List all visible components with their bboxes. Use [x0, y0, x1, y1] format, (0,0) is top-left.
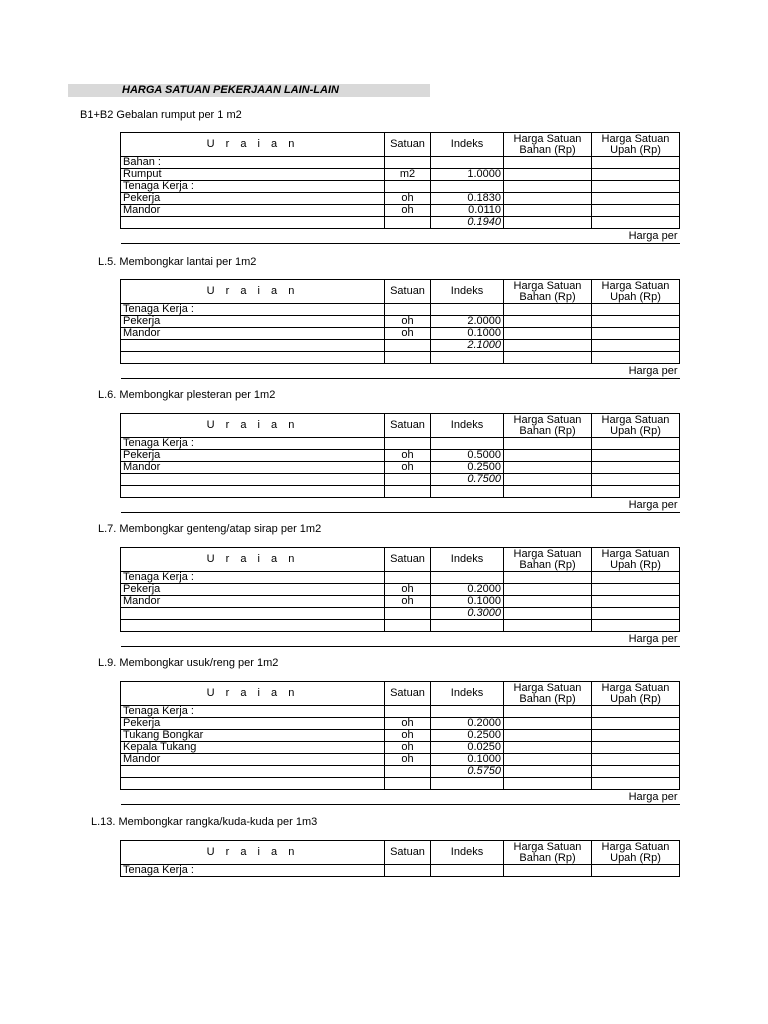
- cell-uraian: Mandor: [121, 328, 385, 340]
- footer-row: [121, 790, 680, 805]
- cell-uraian: Mandor: [121, 754, 385, 766]
- cell-uraian: [121, 620, 385, 632]
- cell-harga-bahan: [504, 486, 592, 498]
- price-analysis-table: [120, 547, 680, 647]
- cell-satuan: [385, 157, 431, 169]
- cell-harga-bahan: [504, 169, 592, 181]
- cell-uraian: [121, 608, 385, 620]
- cell-satuan: oh: [385, 328, 431, 340]
- table-header-row: [121, 682, 680, 706]
- cell-uraian: Tukang Bongkar: [121, 730, 385, 742]
- table-row: [121, 181, 680, 193]
- table-row: [121, 438, 680, 450]
- section-title: B1+B2 Gebalan rumput per 1 m2: [80, 109, 242, 121]
- cell-uraian: [121, 340, 385, 352]
- cell-harga-bahan: [504, 608, 592, 620]
- cell-satuan: [385, 706, 431, 718]
- price-analysis-table: [120, 132, 680, 244]
- total-row: [121, 340, 680, 352]
- cell-indeks: [431, 438, 504, 450]
- cell-indeks: 0.2000: [431, 718, 504, 730]
- cell-harga-upah: [592, 316, 680, 328]
- footer-harga-per: Harga per: [121, 632, 680, 647]
- header-harga-upah-line1: Harga Satuan: [601, 413, 670, 426]
- cell-indeks: 0.2000: [431, 584, 504, 596]
- header-uraian: U r a i a n: [121, 682, 385, 706]
- cell-indeks: 0.1000: [431, 328, 504, 340]
- cell-harga-bahan: [504, 462, 592, 474]
- cell-harga-bahan: [504, 450, 592, 462]
- cell-harga-bahan: [504, 706, 592, 718]
- header-harga-upah: [592, 682, 680, 706]
- table-row: [121, 462, 680, 474]
- table-row: [121, 865, 680, 877]
- header-uraian: U r a i a n: [121, 133, 385, 157]
- cell-satuan: oh: [385, 730, 431, 742]
- header-uraian: U r a i a n: [121, 280, 385, 304]
- cell-uraian: Bahan :: [121, 157, 385, 169]
- header-harga-bahan-line2: Bahan (Rp): [519, 692, 576, 705]
- cell-harga-bahan: [504, 754, 592, 766]
- cell-uraian: [121, 766, 385, 778]
- total-row: [121, 217, 680, 229]
- table-row: [121, 352, 680, 364]
- header-satuan: Satuan: [385, 280, 431, 304]
- header-harga-upah: [592, 841, 680, 865]
- cell-uraian: Pekerja: [121, 193, 385, 205]
- cell-satuan: [385, 778, 431, 790]
- cell-harga-bahan: [504, 596, 592, 608]
- cell-indeks: 0.1000: [431, 596, 504, 608]
- cell-harga-upah: [592, 438, 680, 450]
- table-row: [121, 572, 680, 584]
- cell-harga-bahan: [504, 572, 592, 584]
- cell-satuan: oh: [385, 316, 431, 328]
- cell-uraian: Tenaga Kerja :: [121, 438, 385, 450]
- header-harga-bahan-line1: Harga Satuan: [513, 132, 582, 145]
- footer-row: [121, 498, 680, 513]
- cell-harga-bahan: [504, 205, 592, 217]
- cell-indeks: 0.1830: [431, 193, 504, 205]
- header-harga-upah: [592, 280, 680, 304]
- header-harga-upah-line2: Upah (Rp): [610, 558, 661, 571]
- table-row: [121, 730, 680, 742]
- cell-harga-upah: [592, 620, 680, 632]
- cell-indeks: 0.2500: [431, 730, 504, 742]
- header-harga-upah-line1: Harga Satuan: [601, 547, 670, 560]
- cell-indeks-total: 0.3000: [431, 608, 504, 620]
- table-row: [121, 718, 680, 730]
- cell-harga-upah: [592, 181, 680, 193]
- page-title: HARGA SATUAN PEKERJAAN LAIN-LAIN: [122, 84, 339, 96]
- footer-harga-per: Harga per: [121, 364, 680, 379]
- table-header-row: [121, 414, 680, 438]
- footer-harga-per: Harga per: [121, 229, 680, 244]
- cell-indeks: [431, 352, 504, 364]
- cell-indeks: 1.0000: [431, 169, 504, 181]
- cell-harga-upah: [592, 486, 680, 498]
- cell-uraian: Kepala Tukang: [121, 742, 385, 754]
- cell-uraian: Tenaga Kerja :: [121, 181, 385, 193]
- header-harga-bahan-line2: Bahan (Rp): [519, 143, 576, 156]
- cell-uraian: [121, 778, 385, 790]
- cell-harga-upah: [592, 304, 680, 316]
- cell-satuan: oh: [385, 450, 431, 462]
- footer-row: [121, 364, 680, 379]
- cell-uraian: Mandor: [121, 596, 385, 608]
- cell-harga-upah: [592, 450, 680, 462]
- cell-satuan: oh: [385, 754, 431, 766]
- header-satuan: Satuan: [385, 682, 431, 706]
- cell-harga-upah: [592, 352, 680, 364]
- cell-indeks: [431, 620, 504, 632]
- header-harga-upah-line1: Harga Satuan: [601, 840, 670, 853]
- cell-harga-upah: [592, 157, 680, 169]
- cell-harga-bahan: [504, 217, 592, 229]
- header-harga-upah-line2: Upah (Rp): [610, 290, 661, 303]
- cell-harga-bahan: [504, 730, 592, 742]
- cell-uraian: Pekerja: [121, 450, 385, 462]
- header-harga-bahan: [504, 280, 592, 304]
- cell-harga-bahan: [504, 352, 592, 364]
- cell-satuan: [385, 572, 431, 584]
- table-header-row: [121, 280, 680, 304]
- header-indeks: Indeks: [431, 280, 504, 304]
- header-harga-bahan-line2: Bahan (Rp): [519, 851, 576, 864]
- cell-uraian: Tenaga Kerja :: [121, 572, 385, 584]
- cell-harga-bahan: [504, 304, 592, 316]
- cell-harga-bahan: [504, 340, 592, 352]
- cell-indeks: [431, 486, 504, 498]
- cell-harga-upah: [592, 742, 680, 754]
- header-indeks: Indeks: [431, 841, 504, 865]
- header-harga-bahan-line1: Harga Satuan: [513, 681, 582, 694]
- header-uraian: U r a i a n: [121, 841, 385, 865]
- cell-harga-bahan: [504, 584, 592, 596]
- cell-indeks: 0.1000: [431, 754, 504, 766]
- cell-satuan: [385, 486, 431, 498]
- cell-indeks: 0.2500: [431, 462, 504, 474]
- cell-uraian: Mandor: [121, 205, 385, 217]
- cell-satuan: [385, 438, 431, 450]
- cell-satuan: [385, 181, 431, 193]
- table-row: [121, 157, 680, 169]
- cell-uraian: [121, 352, 385, 364]
- header-harga-bahan-line2: Bahan (Rp): [519, 290, 576, 303]
- table-header-row: [121, 548, 680, 572]
- header-harga-bahan-line1: Harga Satuan: [513, 279, 582, 292]
- cell-harga-bahan: [504, 157, 592, 169]
- cell-harga-bahan: [504, 766, 592, 778]
- cell-indeks: 0.0250: [431, 742, 504, 754]
- cell-satuan: m2: [385, 169, 431, 181]
- cell-harga-upah: [592, 778, 680, 790]
- cell-satuan: [385, 304, 431, 316]
- cell-harga-bahan: [504, 718, 592, 730]
- cell-uraian: [121, 486, 385, 498]
- cell-harga-upah: [592, 608, 680, 620]
- cell-harga-upah: [592, 865, 680, 877]
- cell-uraian: Tenaga Kerja :: [121, 865, 385, 877]
- cell-uraian: Tenaga Kerja :: [121, 304, 385, 316]
- cell-harga-upah: [592, 596, 680, 608]
- cell-satuan: oh: [385, 596, 431, 608]
- header-harga-upah: [592, 548, 680, 572]
- cell-uraian: Pekerja: [121, 316, 385, 328]
- header-harga-upah-line2: Upah (Rp): [610, 851, 661, 864]
- header-indeks: Indeks: [431, 133, 504, 157]
- header-uraian: U r a i a n: [121, 414, 385, 438]
- cell-harga-upah: [592, 474, 680, 486]
- header-harga-upah-line2: Upah (Rp): [610, 143, 661, 156]
- cell-harga-upah: [592, 169, 680, 181]
- cell-satuan: [385, 766, 431, 778]
- cell-satuan: [385, 474, 431, 486]
- table-row: [121, 584, 680, 596]
- cell-harga-upah: [592, 706, 680, 718]
- total-row: [121, 474, 680, 486]
- table-row: [121, 706, 680, 718]
- cell-harga-bahan: [504, 316, 592, 328]
- cell-harga-bahan: [504, 181, 592, 193]
- header-harga-upah-line2: Upah (Rp): [610, 692, 661, 705]
- section-title: L.13. Membongkar rangka/kuda-kuda per 1m3: [91, 816, 318, 828]
- header-harga-bahan-line1: Harga Satuan: [513, 547, 582, 560]
- header-harga-bahan: [504, 548, 592, 572]
- cell-indeks: 2.0000: [431, 316, 504, 328]
- cell-harga-bahan: [504, 474, 592, 486]
- table-header-row: [121, 841, 680, 865]
- table-header-row: [121, 133, 680, 157]
- table-row: [121, 316, 680, 328]
- cell-satuan: [385, 217, 431, 229]
- header-harga-bahan-line2: Bahan (Rp): [519, 558, 576, 571]
- header-indeks: Indeks: [431, 548, 504, 572]
- price-analysis-table: [120, 279, 680, 379]
- cell-satuan: [385, 340, 431, 352]
- cell-indeks: [431, 157, 504, 169]
- cell-satuan: oh: [385, 205, 431, 217]
- cell-harga-bahan: [504, 778, 592, 790]
- header-indeks: Indeks: [431, 682, 504, 706]
- cell-indeks: [431, 572, 504, 584]
- footer-row: [121, 632, 680, 647]
- cell-uraian: Pekerja: [121, 718, 385, 730]
- table-row: [121, 328, 680, 340]
- cell-indeks: 0.0110: [431, 205, 504, 217]
- cell-harga-bahan: [504, 742, 592, 754]
- cell-harga-upah: [592, 217, 680, 229]
- cell-satuan: [385, 608, 431, 620]
- table-row: [121, 596, 680, 608]
- cell-harga-upah: [592, 205, 680, 217]
- table-row: [121, 486, 680, 498]
- cell-indeks: [431, 778, 504, 790]
- cell-indeks: 0.5000: [431, 450, 504, 462]
- cell-satuan: oh: [385, 193, 431, 205]
- cell-satuan: oh: [385, 584, 431, 596]
- cell-harga-upah: [592, 754, 680, 766]
- section-title: L.9. Membongkar usuk/reng per 1m2: [98, 657, 279, 669]
- cell-satuan: [385, 865, 431, 877]
- cell-indeks: [431, 181, 504, 193]
- table-row: [121, 205, 680, 217]
- section-title: L.5. Membongkar lantai per 1m2: [98, 256, 257, 268]
- cell-indeks: [431, 706, 504, 718]
- table-row: [121, 778, 680, 790]
- footer-harga-per: Harga per: [121, 498, 680, 513]
- cell-indeks: [431, 865, 504, 877]
- header-uraian: U r a i a n: [121, 548, 385, 572]
- header-harga-upah-line1: Harga Satuan: [601, 132, 670, 145]
- cell-indeks-total: 0.7500: [431, 474, 504, 486]
- cell-uraian: [121, 474, 385, 486]
- cell-satuan: [385, 620, 431, 632]
- header-harga-bahan: [504, 682, 592, 706]
- header-indeks: Indeks: [431, 414, 504, 438]
- table-row: [121, 450, 680, 462]
- footer-row: [121, 229, 680, 244]
- table-row: [121, 193, 680, 205]
- table-row: [121, 742, 680, 754]
- cell-harga-upah: [592, 584, 680, 596]
- header-harga-bahan: [504, 414, 592, 438]
- cell-satuan: oh: [385, 742, 431, 754]
- cell-harga-upah: [592, 328, 680, 340]
- cell-uraian: Pekerja: [121, 584, 385, 596]
- cell-harga-bahan: [504, 865, 592, 877]
- header-harga-bahan-line2: Bahan (Rp): [519, 424, 576, 437]
- table-row: [121, 169, 680, 181]
- header-harga-upah: [592, 414, 680, 438]
- cell-harga-upah: [592, 462, 680, 474]
- header-harga-bahan: [504, 841, 592, 865]
- section-title: L.6. Membongkar plesteran per 1m2: [98, 389, 276, 401]
- cell-indeks-total: 2.1000: [431, 340, 504, 352]
- header-satuan: Satuan: [385, 133, 431, 157]
- header-harga-upah-line1: Harga Satuan: [601, 681, 670, 694]
- total-row: [121, 766, 680, 778]
- table-row: [121, 754, 680, 766]
- cell-indeks-total: 0.1940: [431, 217, 504, 229]
- cell-uraian: [121, 217, 385, 229]
- cell-harga-upah: [592, 193, 680, 205]
- total-row: [121, 608, 680, 620]
- price-analysis-table: [120, 413, 680, 513]
- cell-uraian: Rumput: [121, 169, 385, 181]
- header-harga-upah: [592, 133, 680, 157]
- section-title: L.7. Membongkar genteng/atap sirap per 1m2: [98, 523, 322, 535]
- header-satuan: Satuan: [385, 414, 431, 438]
- footer-harga-per: Harga per: [121, 790, 680, 805]
- header-harga-bahan-line1: Harga Satuan: [513, 413, 582, 426]
- cell-satuan: [385, 352, 431, 364]
- table-row: [121, 620, 680, 632]
- cell-harga-bahan: [504, 438, 592, 450]
- header-satuan: Satuan: [385, 841, 431, 865]
- cell-harga-upah: [592, 340, 680, 352]
- cell-satuan: oh: [385, 462, 431, 474]
- cell-indeks-total: 0.5750: [431, 766, 504, 778]
- price-analysis-table: [120, 840, 680, 877]
- header-harga-upah-line2: Upah (Rp): [610, 424, 661, 437]
- cell-harga-upah: [592, 718, 680, 730]
- cell-uraian: Mandor: [121, 462, 385, 474]
- cell-harga-bahan: [504, 620, 592, 632]
- cell-indeks: [431, 304, 504, 316]
- cell-harga-bahan: [504, 193, 592, 205]
- cell-harga-bahan: [504, 328, 592, 340]
- cell-harga-upah: [592, 766, 680, 778]
- cell-harga-upah: [592, 730, 680, 742]
- price-analysis-table: [120, 681, 680, 805]
- cell-satuan: oh: [385, 718, 431, 730]
- header-harga-bahan: [504, 133, 592, 157]
- cell-harga-upah: [592, 572, 680, 584]
- header-harga-bahan-line1: Harga Satuan: [513, 840, 582, 853]
- header-satuan: Satuan: [385, 548, 431, 572]
- header-harga-upah-line1: Harga Satuan: [601, 279, 670, 292]
- cell-uraian: Tenaga Kerja :: [121, 706, 385, 718]
- table-row: [121, 304, 680, 316]
